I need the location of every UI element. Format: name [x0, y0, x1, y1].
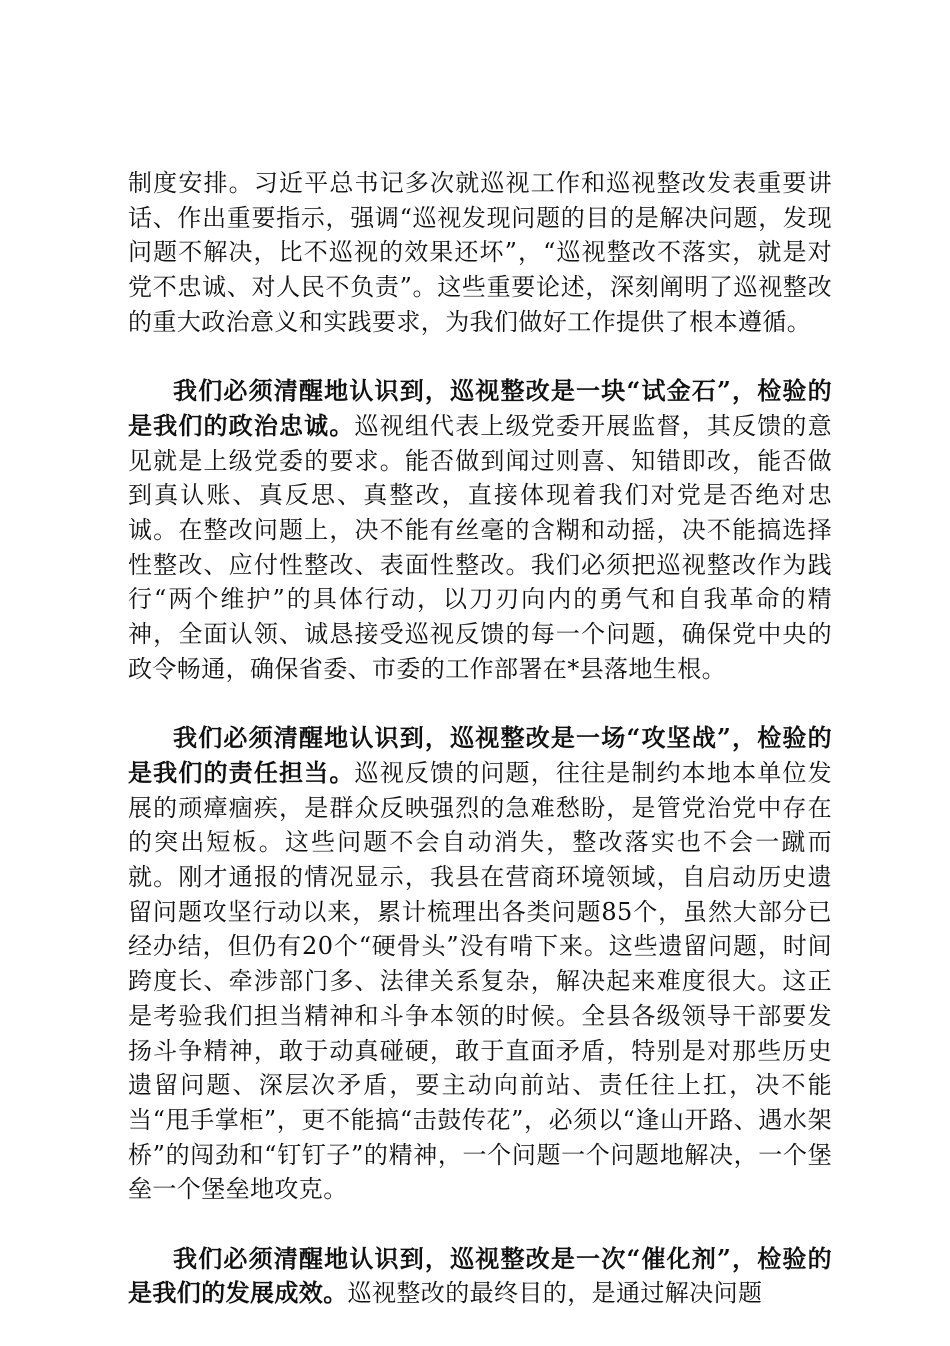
paragraph-4-text: 巡视整改的最终目的，是通过解决问题	[347, 1279, 763, 1308]
paragraph-3-heading: 我们必须清醒地认识到，巡视整改是一场“攻坚战”，检验的是我们的责任担当。	[128, 723, 832, 787]
paragraph-1	[128, 166, 832, 340]
paragraph-3-text: 巡视反馈的问题，往往是制约本地本单位发展的顽瘴痼疾，是群众反映强烈的急难愁盼，是管党治党中存在的突出短板。这些问题不会自动消失，整改落实也不会一蹴而就。刚才通报的情况显示，我县在营商环境领域，自启动历史遗留问题攻坚行动以来，累计梳理出各类问题85个，虽然大部分已经办结，但仍有20个“硬骨头”没有啃下来。这些遗留问题，时间跨度长、牵涉部门多、法律关系复杂，解决起来难度很大。这正是考验我们担当精神和斗争本领的时候。全县各级领导干部要发扬斗争精神，敢于动真碰硬，敢于直面矛盾，特别是对那些历史遗留问题、深层次矛盾，要主动向前站、责任往上扛，决不能当“甩手掌柜”，更不能搞“击鼓传花”，必须以“逢山开路、遇水架桥”的闯劲和“钉钉子”的精神，一个问题一个问题地解决，一个堡垒一个堡垒地攻克。	[128, 758, 832, 1204]
paragraph-2-heading: 我们必须清醒地认识到，巡视整改是一块“试金石”，检验的是我们的政治忠诚。	[128, 376, 832, 440]
document-body	[128, 166, 832, 1346]
paragraph-2	[128, 374, 832, 686]
paragraph-2-text: 巡视组代表上级党委开展监督，其反馈的意见就是上级党委的要求。能否做到闻过则喜、知错即改，能否做到真认账、真反思、真整改，直接体现着我们对党是否绝对忠诚。在整改问题上，决不能有丝毫的含糊和动摇，决不能搞选择性整改、应付性整改、表面性整改。我们必须把巡视整改作为践行“两个维护”的具体行动，以刀刃向内的勇气和自我革命的精神，全面认领、诚恳接受巡视反馈的每一个问题，确保党中央的政令畅通，确保省委、市委的工作部署在*县落地生根。	[128, 411, 832, 683]
paragraph-1-text: 制度安排。习近平总书记多次就巡视工作和巡视整改发表重要讲话、作出重要指示，强调“巡视发现问题的目的是解决问题，发现问题不解决，比不巡视的效果还坏”，“巡视整改不落实，就是对党不忠诚、对人民不负责”。这些重要论述，深刻阐明了巡视整改的重大政治意义和实践要求，为我们做好工作提供了根本遵循。	[128, 169, 832, 336]
paragraph-3	[128, 721, 832, 1207]
paragraph-4	[128, 1242, 832, 1311]
paragraph-4-heading: 我们必须清醒地认识到，巡视整改是一次“催化剂”，检验的是我们的发展成效。	[128, 1243, 832, 1308]
